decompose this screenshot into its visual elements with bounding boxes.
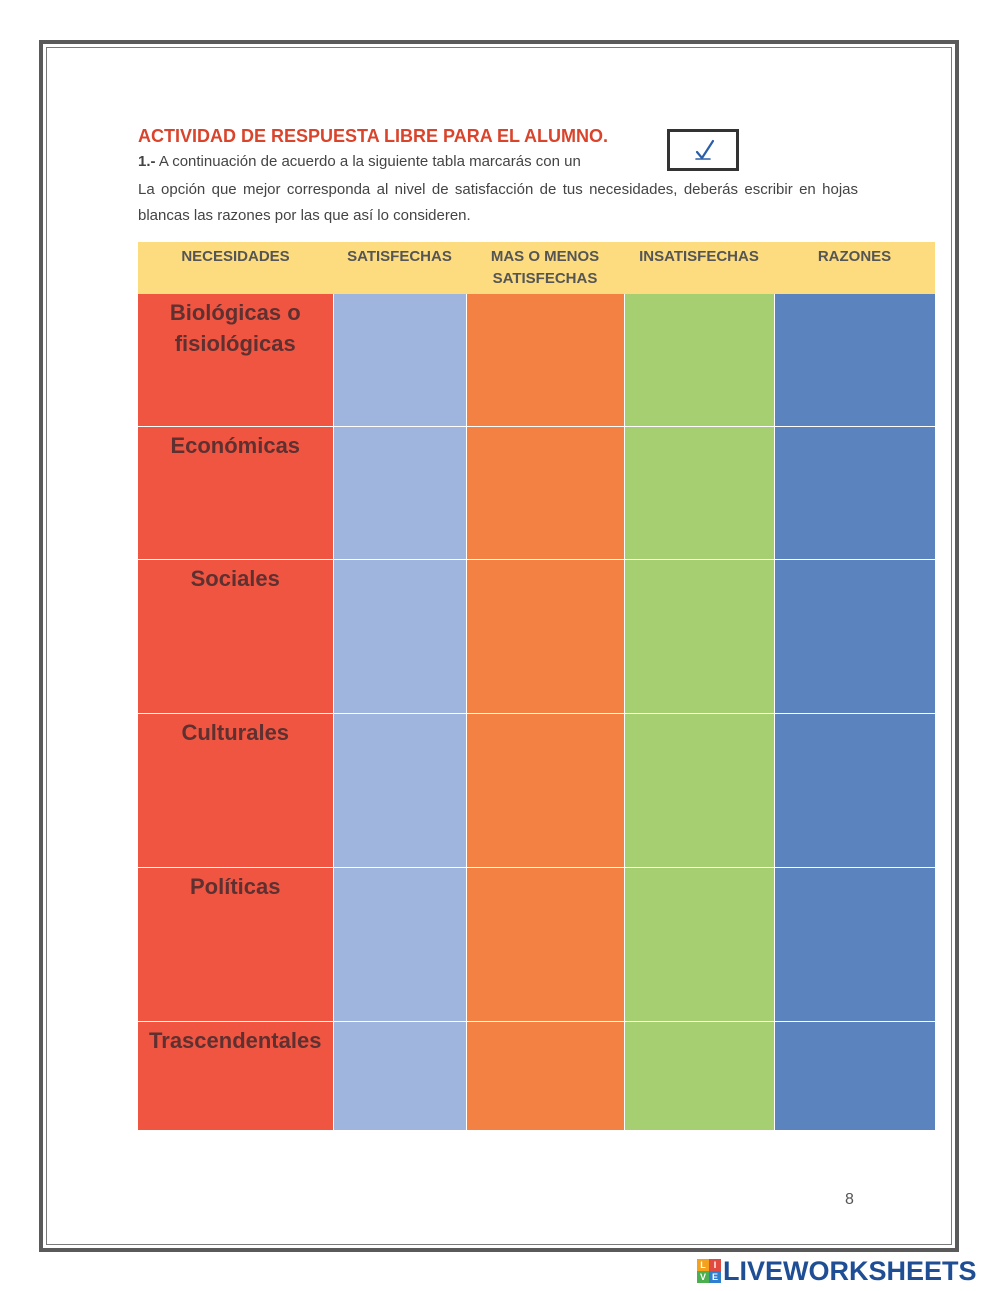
needs-table (138, 242, 936, 1131)
satisfechas-cell[interactable] (333, 294, 466, 426)
table-row (138, 559, 935, 713)
insatisfechas-cell[interactable] (624, 1021, 774, 1130)
header-insatisfechas: INSATISFECHAS (624, 242, 774, 294)
razones-cell[interactable] (774, 294, 935, 426)
instruction-paragraph: La opción que mejor corresponda al nivel de satisfacción de tus necesidades, deberás escribir en hojas blancas las razones por las que así lo consideren. (138, 181, 858, 224)
header-necesidades: NECESIDADES (138, 242, 333, 294)
header-mas-o-menos: MAS O MENOS SATISFECHAS (466, 242, 624, 294)
table-row (138, 1021, 935, 1130)
table-row (138, 294, 935, 426)
table-row (138, 713, 935, 867)
mas-o-menos-cell[interactable] (466, 867, 624, 1021)
activity-title: ACTIVIDAD DE RESPUESTA LIBRE PARA EL ALUMNO. (138, 126, 609, 146)
instruction-line (138, 153, 581, 170)
instruction-text: A continuación de acuerdo a la siguiente tabla marcarás con un (158, 153, 581, 170)
header-satisfechas: SATISFECHAS (333, 242, 466, 294)
satisfechas-cell[interactable] (333, 1021, 466, 1130)
satisfechas-cell[interactable] (333, 426, 466, 559)
checkmark-icon (694, 138, 716, 162)
insatisfechas-cell[interactable] (624, 713, 774, 867)
page-number: 8 (845, 1191, 854, 1208)
insatisfechas-cell[interactable] (624, 559, 774, 713)
table-header-row (138, 242, 935, 294)
need-label: Biológicas o fisiológicas (138, 294, 333, 426)
instruction-number: 1.- (138, 153, 156, 170)
mas-o-menos-cell[interactable] (466, 559, 624, 713)
logo-letter-v: V (697, 1271, 709, 1283)
razones-cell[interactable] (774, 867, 935, 1021)
insatisfechas-cell[interactable] (624, 426, 774, 559)
mas-o-menos-cell[interactable] (466, 294, 624, 426)
logo-letter-e: E (709, 1271, 721, 1283)
satisfechas-cell[interactable] (333, 559, 466, 713)
razones-cell[interactable] (774, 426, 935, 559)
razones-cell[interactable] (774, 1021, 935, 1130)
table-row (138, 867, 935, 1021)
need-label: Económicas (138, 426, 333, 559)
check-example-box (667, 129, 739, 171)
insatisfechas-cell[interactable] (624, 867, 774, 1021)
header-razones: RAZONES (774, 242, 935, 294)
mas-o-menos-cell[interactable] (466, 713, 624, 867)
satisfechas-cell[interactable] (333, 867, 466, 1021)
need-label: Trascendentales (138, 1021, 333, 1130)
need-label: Políticas (138, 867, 333, 1021)
mas-o-menos-cell[interactable] (466, 1021, 624, 1130)
satisfechas-cell[interactable] (333, 713, 466, 867)
insatisfechas-cell[interactable] (624, 294, 774, 426)
liveworksheets-logo[interactable] (697, 1256, 977, 1286)
logo-letter-i: I (709, 1259, 721, 1271)
logo-letter-l: L (697, 1259, 709, 1271)
brand-name: LIVEWORKSHEETS (723, 1255, 977, 1286)
need-label: Culturales (138, 713, 333, 867)
table-row (138, 426, 935, 559)
mas-o-menos-cell[interactable] (466, 426, 624, 559)
need-label: Sociales (138, 559, 333, 713)
razones-cell[interactable] (774, 713, 935, 867)
razones-cell[interactable] (774, 559, 935, 713)
liveworksheets-logo-icon (697, 1259, 721, 1283)
